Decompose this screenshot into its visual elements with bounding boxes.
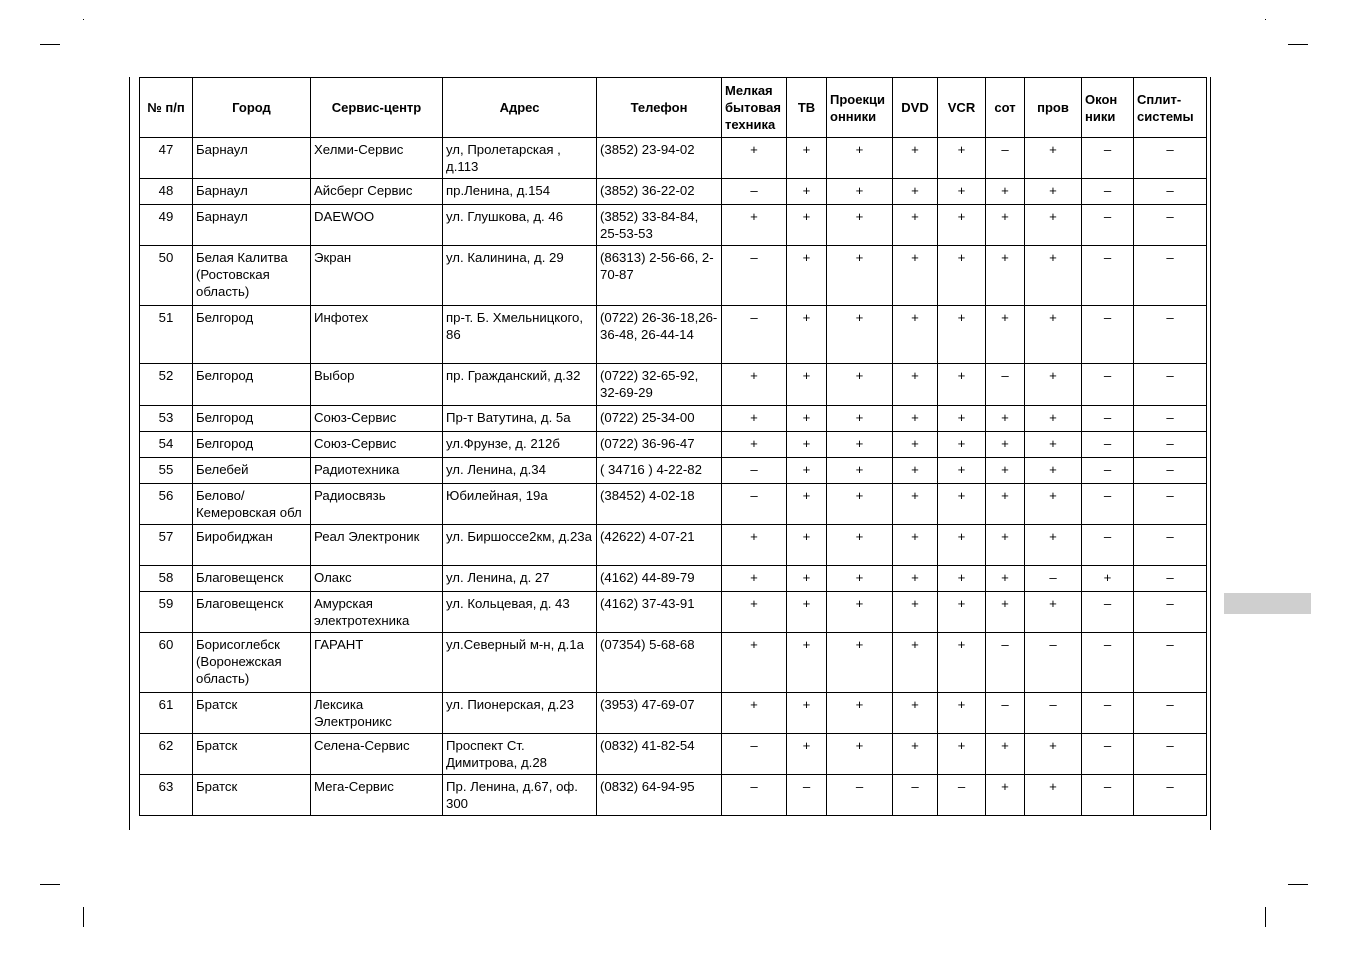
cell-phone: (0722) 36-96-47 (597, 432, 722, 458)
cell-windows: – (1082, 775, 1134, 816)
cell-address: ул, Пролетарская , д.113 (443, 138, 597, 179)
cell-wired: + (1025, 246, 1082, 306)
cell-num: 49 (140, 205, 193, 246)
table-row (140, 592, 1207, 633)
cell-dvd: – (893, 775, 938, 816)
cell-tv: + (787, 246, 827, 306)
cell-dvd: + (893, 179, 938, 205)
cell-tv: + (787, 484, 827, 525)
crop-mark (40, 44, 60, 45)
cell-phone: (86313) 2-56-66, 2-70-87 (597, 246, 722, 306)
cell-phone: (3852) 36-22-02 (597, 179, 722, 205)
cell-service-center: Олакс (311, 566, 443, 592)
cell-service-center: Экран (311, 246, 443, 306)
cell-city: Благовещенск (193, 592, 311, 633)
cell-phone: (0722) 26-36-18,26-36-48, 26-44-14 (597, 306, 722, 364)
header-tv: ТВ (787, 78, 827, 138)
cell-address: пр. Гражданский, д.32 (443, 364, 597, 406)
table-row (140, 693, 1207, 734)
cell-city: Белгород (193, 432, 311, 458)
table-row (140, 566, 1207, 592)
cell-cellular: + (986, 406, 1025, 432)
cell-cellular: + (986, 205, 1025, 246)
cell-num: 48 (140, 179, 193, 205)
cell-wired: + (1025, 592, 1082, 633)
table-row (140, 406, 1207, 432)
cell-num: 53 (140, 406, 193, 432)
cell-projectors: – (827, 775, 893, 816)
cell-vcr: + (938, 484, 986, 525)
cell-projectors: + (827, 458, 893, 484)
cell-phone: (3852) 23-94-02 (597, 138, 722, 179)
cell-projectors: + (827, 432, 893, 458)
cell-address: Проспект Ст. Димитрова, д.28 (443, 734, 597, 775)
header-service-center: Сервис-центр (311, 78, 443, 138)
cell-small-appliances: + (722, 138, 787, 179)
table-row (140, 633, 1207, 693)
service-centers-table (139, 77, 1207, 816)
cell-windows: – (1082, 364, 1134, 406)
header-phone: Телефон (597, 78, 722, 138)
cell-cellular: + (986, 458, 1025, 484)
header-split-systems: Сплит-системы (1134, 78, 1207, 138)
cell-tv: + (787, 205, 827, 246)
table-row (140, 525, 1207, 566)
cell-wired: + (1025, 364, 1082, 406)
cell-vcr: + (938, 205, 986, 246)
cell-wired: + (1025, 775, 1082, 816)
cell-num: 56 (140, 484, 193, 525)
cell-dvd: + (893, 432, 938, 458)
cell-vcr: + (938, 734, 986, 775)
cell-phone: (0832) 64-94-95 (597, 775, 722, 816)
cell-cellular: + (986, 734, 1025, 775)
cell-address: ул. Ленина, д. 27 (443, 566, 597, 592)
cell-cellular: – (986, 693, 1025, 734)
crop-mark (83, 907, 84, 927)
cell-city: Барнаул (193, 179, 311, 205)
cell-num: 61 (140, 693, 193, 734)
cell-dvd: + (893, 566, 938, 592)
crop-mark (1265, 907, 1266, 927)
table-row (140, 432, 1207, 458)
cell-projectors: + (827, 246, 893, 306)
cell-address: ул. Калинина, д. 29 (443, 246, 597, 306)
cell-vcr: + (938, 566, 986, 592)
cell-small-appliances: + (722, 693, 787, 734)
cell-wired: + (1025, 484, 1082, 525)
cell-dvd: + (893, 364, 938, 406)
cell-small-appliances: + (722, 592, 787, 633)
cell-split-systems: – (1134, 306, 1207, 364)
cell-windows: – (1082, 246, 1134, 306)
cell-dvd: + (893, 525, 938, 566)
cell-projectors: + (827, 306, 893, 364)
header-city: Город (193, 78, 311, 138)
cell-split-systems: – (1134, 406, 1207, 432)
cell-wired: + (1025, 432, 1082, 458)
cell-split-systems: – (1134, 566, 1207, 592)
cell-dvd: + (893, 306, 938, 364)
cell-projectors: + (827, 633, 893, 693)
cell-windows: + (1082, 566, 1134, 592)
cell-phone: (07354) 5-68-68 (597, 633, 722, 693)
cell-num: 51 (140, 306, 193, 364)
cell-dvd: + (893, 734, 938, 775)
cell-windows: – (1082, 406, 1134, 432)
cell-vcr: – (938, 775, 986, 816)
table-row (140, 734, 1207, 775)
cell-cellular: + (986, 525, 1025, 566)
section-tab-marker (1224, 593, 1311, 614)
cell-num: 52 (140, 364, 193, 406)
cell-vcr: + (938, 633, 986, 693)
cell-phone: (38452) 4-02-18 (597, 484, 722, 525)
cell-vcr: + (938, 592, 986, 633)
table-header-row (140, 78, 1207, 138)
table-row (140, 246, 1207, 306)
cell-dvd: + (893, 406, 938, 432)
cell-vcr: + (938, 693, 986, 734)
cell-dvd: + (893, 693, 938, 734)
cell-windows: – (1082, 205, 1134, 246)
cell-city: Белебей (193, 458, 311, 484)
cell-city: Белгород (193, 364, 311, 406)
cell-wired: + (1025, 525, 1082, 566)
cell-city: Белгород (193, 406, 311, 432)
cell-projectors: + (827, 138, 893, 179)
cell-address: ул. Кольцевая, д. 43 (443, 592, 597, 633)
cell-small-appliances: – (722, 246, 787, 306)
cell-windows: – (1082, 432, 1134, 458)
cell-projectors: + (827, 592, 893, 633)
cell-city: Барнаул (193, 205, 311, 246)
cell-wired: + (1025, 306, 1082, 364)
cell-projectors: + (827, 525, 893, 566)
cell-num: 54 (140, 432, 193, 458)
table-row (140, 484, 1207, 525)
cell-tv: + (787, 138, 827, 179)
cell-cellular: + (986, 432, 1025, 458)
cell-service-center: DAEWOO (311, 205, 443, 246)
cell-small-appliances: – (722, 306, 787, 364)
cell-wired: – (1025, 693, 1082, 734)
cell-cellular: – (986, 364, 1025, 406)
cell-vcr: + (938, 246, 986, 306)
crop-mark (40, 884, 60, 885)
cell-windows: – (1082, 306, 1134, 364)
cell-num: 50 (140, 246, 193, 306)
cell-dvd: + (893, 205, 938, 246)
cell-tv: + (787, 458, 827, 484)
header-small-appliances: Мелкая бытовая техника (722, 78, 787, 138)
cell-split-systems: – (1134, 432, 1207, 458)
cell-phone: (4162) 37-43-91 (597, 592, 722, 633)
cell-windows: – (1082, 138, 1134, 179)
cell-split-systems: – (1134, 633, 1207, 693)
cell-tv: + (787, 566, 827, 592)
cell-num: 62 (140, 734, 193, 775)
cell-phone: (3953) 47-69-07 (597, 693, 722, 734)
table-row (140, 775, 1207, 816)
cell-cellular: + (986, 592, 1025, 633)
cell-address: ул.Фрунзе, д. 212б (443, 432, 597, 458)
cell-phone: (42622) 4-07-21 (597, 525, 722, 566)
cell-windows: – (1082, 734, 1134, 775)
cell-cellular: – (986, 633, 1025, 693)
table-row (140, 205, 1207, 246)
cell-split-systems: – (1134, 205, 1207, 246)
cell-wired: + (1025, 138, 1082, 179)
header-dvd: DVD (893, 78, 938, 138)
cell-tv: + (787, 406, 827, 432)
cell-address: Пр-т Ватутина, д. 5а (443, 406, 597, 432)
table-row (140, 306, 1207, 364)
cell-address: ул. Ленина, д.34 (443, 458, 597, 484)
cell-cellular: + (986, 484, 1025, 525)
cell-dvd: + (893, 246, 938, 306)
header-projectors: Проекци онники (827, 78, 893, 138)
cell-service-center: Селена-Сервис (311, 734, 443, 775)
cell-small-appliances: + (722, 364, 787, 406)
cell-cellular: + (986, 775, 1025, 816)
cell-service-center: Выбор (311, 364, 443, 406)
cell-phone: (0832) 41-82-54 (597, 734, 722, 775)
cell-split-systems: – (1134, 525, 1207, 566)
cell-tv: – (787, 775, 827, 816)
cell-vcr: + (938, 364, 986, 406)
cell-wired: + (1025, 406, 1082, 432)
cell-tv: + (787, 734, 827, 775)
cell-tv: + (787, 525, 827, 566)
cell-wired: + (1025, 179, 1082, 205)
cell-service-center: ГАРАНТ (311, 633, 443, 693)
cell-split-systems: – (1134, 484, 1207, 525)
cell-address: Юбилейная, 19а (443, 484, 597, 525)
cell-windows: – (1082, 525, 1134, 566)
cell-projectors: + (827, 205, 893, 246)
cell-vcr: + (938, 432, 986, 458)
cell-projectors: + (827, 693, 893, 734)
cell-address: ул. Глушкова, д. 46 (443, 205, 597, 246)
cell-projectors: + (827, 364, 893, 406)
cell-small-appliances: – (722, 458, 787, 484)
cell-service-center: Хелми-Сервис (311, 138, 443, 179)
cell-projectors: + (827, 734, 893, 775)
cell-split-systems: – (1134, 693, 1207, 734)
cell-cellular: + (986, 306, 1025, 364)
cell-windows: – (1082, 633, 1134, 693)
header-cellular: сот (986, 78, 1025, 138)
cell-address: пр.Ленина, д.154 (443, 179, 597, 205)
cell-address: ул. Пионерская, д.23 (443, 693, 597, 734)
crop-mark (83, 19, 84, 20)
cell-tv: + (787, 179, 827, 205)
cell-dvd: + (893, 458, 938, 484)
cell-small-appliances: – (722, 775, 787, 816)
cell-num: 60 (140, 633, 193, 693)
cell-num: 59 (140, 592, 193, 633)
cell-split-systems: – (1134, 179, 1207, 205)
cell-small-appliances: – (722, 734, 787, 775)
header-address: Адрес (443, 78, 597, 138)
cell-tv: + (787, 432, 827, 458)
cell-split-systems: – (1134, 246, 1207, 306)
cell-small-appliances: + (722, 633, 787, 693)
cell-phone: (0722) 32-65-92, 32-69-29 (597, 364, 722, 406)
cell-split-systems: – (1134, 458, 1207, 484)
cell-service-center: Радиотехника (311, 458, 443, 484)
cell-split-systems: – (1134, 364, 1207, 406)
cell-city: Братск (193, 775, 311, 816)
cell-tv: + (787, 592, 827, 633)
cell-tv: + (787, 306, 827, 364)
cell-vcr: + (938, 525, 986, 566)
header-wired: пров (1025, 78, 1082, 138)
cell-service-center: Айсберг Сервис (311, 179, 443, 205)
cell-address: ул. Биршоссе2км, д.23а (443, 525, 597, 566)
cell-windows: – (1082, 592, 1134, 633)
cell-dvd: + (893, 633, 938, 693)
cell-num: 58 (140, 566, 193, 592)
cell-phone: (4162) 44-89-79 (597, 566, 722, 592)
cell-num: 57 (140, 525, 193, 566)
cell-city: Белово/Кемеровская обл (193, 484, 311, 525)
cell-dvd: + (893, 592, 938, 633)
cell-city: Борисоглебск (Воронежская область) (193, 633, 311, 693)
cell-service-center: Союз-Сервис (311, 406, 443, 432)
cell-cellular: – (986, 138, 1025, 179)
cell-projectors: + (827, 484, 893, 525)
cell-wired: + (1025, 458, 1082, 484)
cell-city: Благовещенск (193, 566, 311, 592)
cell-service-center: Лексика Электроникс (311, 693, 443, 734)
cell-num: 55 (140, 458, 193, 484)
table-row (140, 138, 1207, 179)
cell-wired: – (1025, 633, 1082, 693)
cell-wired: – (1025, 566, 1082, 592)
header-num: № п/п (140, 78, 193, 138)
cell-dvd: + (893, 138, 938, 179)
cell-address: Пр. Ленина, д.67, оф. 300 (443, 775, 597, 816)
header-vcr: VCR (938, 78, 986, 138)
cell-wired: + (1025, 734, 1082, 775)
cell-service-center: Инфотех (311, 306, 443, 364)
cell-phone: (0722) 25-34-00 (597, 406, 722, 432)
cell-small-appliances: – (722, 484, 787, 525)
cell-small-appliances: + (722, 566, 787, 592)
cell-small-appliances: + (722, 432, 787, 458)
cell-cellular: + (986, 566, 1025, 592)
left-margin-rule (129, 77, 130, 830)
table-row (140, 179, 1207, 205)
cell-city: Белгород (193, 306, 311, 364)
cell-small-appliances: + (722, 406, 787, 432)
crop-mark (1265, 19, 1266, 20)
cell-small-appliances: – (722, 179, 787, 205)
cell-windows: – (1082, 693, 1134, 734)
cell-phone: ( 34716 ) 4-22-82 (597, 458, 722, 484)
cell-tv: + (787, 364, 827, 406)
cell-city: Барнаул (193, 138, 311, 179)
cell-vcr: + (938, 179, 986, 205)
cell-city: Братск (193, 734, 311, 775)
cell-split-systems: – (1134, 734, 1207, 775)
cell-dvd: + (893, 484, 938, 525)
cell-vcr: + (938, 306, 986, 364)
cell-windows: – (1082, 458, 1134, 484)
crop-mark (1288, 884, 1308, 885)
cell-num: 47 (140, 138, 193, 179)
cell-service-center: Радиосвязь (311, 484, 443, 525)
cell-split-systems: – (1134, 138, 1207, 179)
cell-split-systems: – (1134, 775, 1207, 816)
cell-wired: + (1025, 205, 1082, 246)
cell-windows: – (1082, 484, 1134, 525)
cell-small-appliances: + (722, 525, 787, 566)
cell-vcr: + (938, 138, 986, 179)
cell-city: Биробиджан (193, 525, 311, 566)
cell-cellular: + (986, 246, 1025, 306)
cell-address: пр-т. Б. Хмельницкого, 86 (443, 306, 597, 364)
cell-phone: (3852) 33-84-84, 25-53-53 (597, 205, 722, 246)
right-margin-rule (1210, 77, 1211, 830)
cell-vcr: + (938, 458, 986, 484)
cell-service-center: Мега-Сервис (311, 775, 443, 816)
cell-projectors: + (827, 406, 893, 432)
cell-projectors: + (827, 179, 893, 205)
cell-vcr: + (938, 406, 986, 432)
cell-tv: + (787, 693, 827, 734)
cell-service-center: Союз-Сервис (311, 432, 443, 458)
cell-split-systems: – (1134, 592, 1207, 633)
cell-address: ул.Северный м-н, д.1а (443, 633, 597, 693)
cell-service-center: Реал Электроник (311, 525, 443, 566)
cell-service-center: Амурская электротехника (311, 592, 443, 633)
crop-mark (1288, 44, 1308, 45)
cell-cellular: + (986, 179, 1025, 205)
cell-city: Белая Калитва (Ростовская область) (193, 246, 311, 306)
header-windows: Окон ники (1082, 78, 1134, 138)
cell-small-appliances: + (722, 205, 787, 246)
cell-windows: – (1082, 179, 1134, 205)
table-row (140, 458, 1207, 484)
cell-num: 63 (140, 775, 193, 816)
cell-city: Братск (193, 693, 311, 734)
table-row (140, 364, 1207, 406)
cell-tv: + (787, 633, 827, 693)
cell-projectors: + (827, 566, 893, 592)
